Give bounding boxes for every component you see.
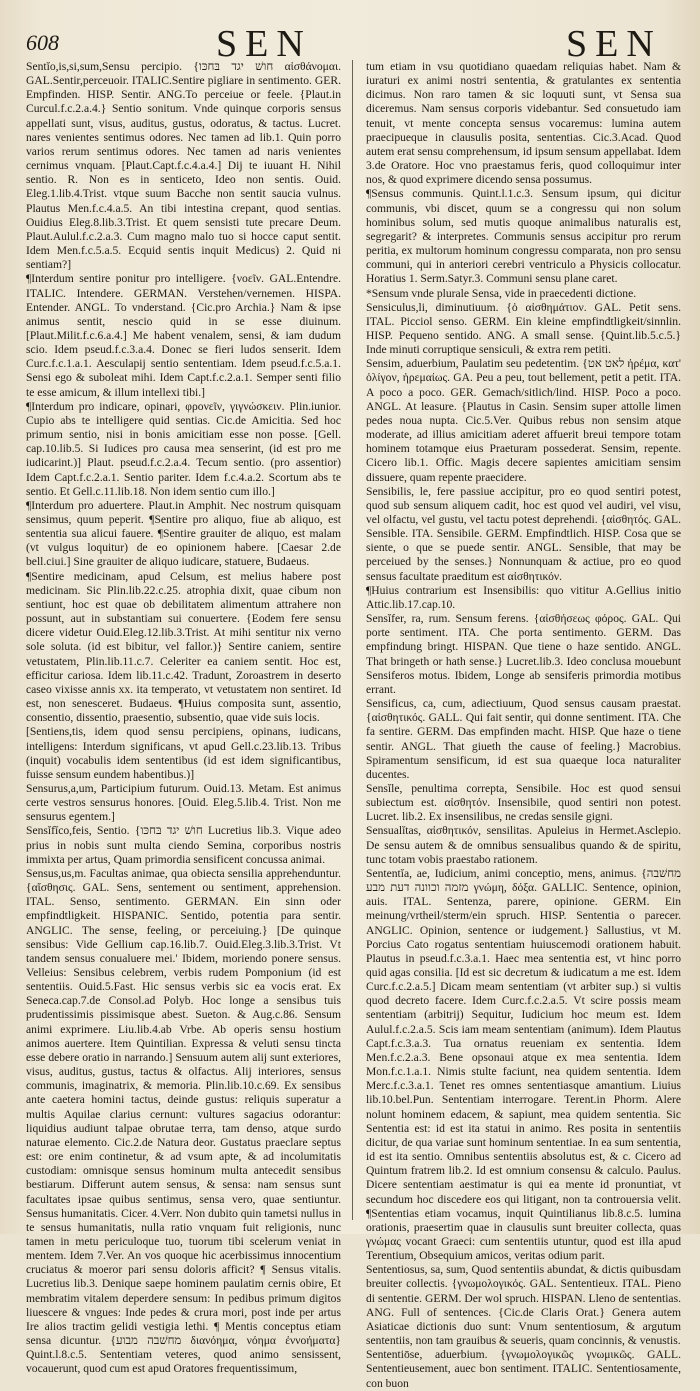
entry-sensile: Sensĭle, penultima correpta, Sensibile. Hoc est quod sensui subiectum est. αἰσθητόν. Insensibile, quod sentiri non potest. Lucret. lib.2. Ex insensilibus, ne credas sensile gigni. xyxy=(366,781,681,824)
entry-sentire-intelligere: ¶Interdum sentire ponitur pro intelligere. {νοεῖν. GAL.Entendre. ITALIC. Intendere. GERMAN. Verstehen/vernemen. HISPA. Entender. ANGL. To vnderstand. {Cic.pro Archia.} Nam & ipse animus sentit, nescio quid in se esse diuinum. [Plaut.Milit.f.c.6.a.4.] Me habent venalem, sensi, & iam dudum scio. Idem pseud.f.c.3.a.4. Donec se fieri ludos senserit. Idem Curc.f.c.1.a.1. Aesculapij sentio sententiam. Idem pseud.f.c.5.a.1. Sensi ego & suboleat mihi. Idem Capt.f.c.2.a.1. Semper senti filio te esse amicum, & illum intellexi tibi.] xyxy=(26,272,341,399)
entry-sentio: Sentĭo,is,si,sum,Sensu percipio. {חושׁ יגד בּחכּו αἰσθάνομαι. GAL.Sentir,perceuoir. ITALIC.Sentire pigliare in sentimento. GER. Empfinden. HISP. Sentir. ANG.To perceiue or feele. {Plaut.in Curcul.f.c.2.a.4.} Sentio sonitum. Vnde quinque corporis sensus appellati sunt, visus, auditus, gustus, odoratus, & tactus. Lucret. nares venientes sentimus odores. Nec tamen ad lib.1. Quin porro varios rerum sentimus odores. Nec tamen ad naris venientes cernimus vnquam. [Plaut.Capt.f.c.4.a.4.] Dij te iuuant H. Nihil sentio. R. Non es in senticeto, Ideo non sentis. Ouid. Eleg.1.lib.4.Trist. vtque suum Bacche non sentit saucia vulnus. Plautus Men.f.c.4.a.5. An tibi intestina crepant, quod sentias. Ouidius Eleg.8.lib.3.Trist. Et quem sensisti tute precare Deum. Plaut.Aulul.f.c.2.a.3. Cum magno malo tuo si hocce caput sentit. Idem Men.f.c.5.a.5. Ecquid sentis inquit Medicus) 2. Quid ni sentiam?] xyxy=(26,60,341,272)
entry-sententia: Sententĭa, ae, Iudicium, animi conceptio, mens, animus. {מחשׁבה מזמה וכוונה דעת מבע γνώμη, δόξα. GALLIC. Sentence, opinion, auis. ITAL. Sentenza, parere, opinione. GERM. Ein meinung/vrtheil/sterm/ein spruch. HISP. Sententia o parecer. ANGLIC. Opinion, sentence or iudgement.} Sallustius, vt M. Porcius Cato rogatus sententiam huiuscemodi orationem habuit. Plautus in pseud.f.c.3.a.1. Haec mea sententia est, vt hinc porro quid agas consilia. [Id est sic decretum & iudicatum a me est. Idem Curc.f.c.2.a.5.] Dicam meam sententiam (vt arbiter sup.) si vultis quod decreto facere. Idem Curc.f.c.2.a.5. Vt scire possis meam sententiam (arbitrij) Sequitur, Iudicium hoc meum est. Idem Aulul.f.c.2.a.5. Scis iam meam sententiam (animum). Idem Plautus Capt.f.c.3.a.3. Tua ornatus reueniam ex sententia. Idem Men.f.c.2.a.3. Bene opsonaui atque ex mea sententia. Idem Mon.f.c.1.a.1. Nimis stulte faciunt, nea quidem sententia. Idem Merc.f.c.3.a.1. Tenet res omnes sententiasque amantium. Liuius lib.10.bel.Pun. Sententiam interrogare. Terent.in Phorm. Alere nolunt hominem edacem, & sapiunt, mea quidem sententia. Sic Sententia est: id est ita statui in animo. Res posita in sententiis dicitur, de qua variae sunt hominum sententiae. In ea sum sententia, id est ita sentio. Omnibus sententiis absolutus est, & c. Cicero ad Quintum fratrem lib.2. Id est omnium consensu & calculo. Paulus. Dicere sententiam aestimatur is qui ea mente id pronuntiat, vt secundum hoc discedere eos qui litigant, non ta controuersia velit. ¶Sententias etiam vocamus, inquit Quintilianus lib.8.c.5. lumina orationis, praesertim quae in clausulis sunt breuiter collecta, quas γνώμας vocant Graeci: cum sententiis utuntur, quod est illa apud Terentium, Obsequium amicos, veritas odium parit. xyxy=(366,866,682,1263)
entry-sententiose: Sententiōse, aduerbium. {γνωμολογικῶς γνωμικῶς. GALL. Sententieusement, auec bon sentiment. ITALIC. Sententiosamente, con buon xyxy=(366,1348,681,1390)
entry-sensifer: Sensĭfer, ra, rum. Sensum ferens. {αἰσθήσεως φόρος. GAL. Qui porte sentiment. ITA. Che porta sentimento. GERM. Das empfindung bringt. HISPAN. Que tiene o haze sentido. ANGL. That bringeth or hath sense.} Lucret.lib.3. Ideo conclusa mouebunt Sensiferos motus. Ibidem, Longe ab sensiferis primordia motibus errant. xyxy=(366,612,681,696)
entry-sensurus: Sensurus,a,um, Participium futurum. Ouid.13. Metam. Est animus certe vestros sensurus honores. [Ouid. Eleg.5.lib.4. Trist. Non me sensurus egentem.] xyxy=(26,781,341,824)
right-column xyxy=(366,60,682,1390)
running-head-right: SEN xyxy=(566,23,662,65)
entry-sensim: Sensim, aduerbium, Paulatim seu pedetentim. {לאט אט ἠρέμα, κατ' ὀλίγον, ἠρεμαίως. GA. Peu a peu, tout bellement, petit a petit. ITA. A poco a poco. GER. Gemach/sitlich/lind. HISP. Poco a poco. ANGL. At leasure. {Plautus in Casin. Sensim super attolle limen pedes noua nupta. Cic.5.Ver. Quibus rebus non sensim atque moderate, ad illius amicitiam aderet affuerit breui tempore totam hominem totamque eius Praeturam possederat. Sensim, repente. Cicero lib.1. Offic. Magis decere sapientes amicitiam sensim dissuere, quam repente praecidere. xyxy=(366,357,682,484)
entry-sentire-aduertere: ¶Interdum pro aduertere. Plaut.in Amphit. Nec nostrum quisquam sensimus, quum peperit. ¶Sentire pro aliquo, fiue ab aliquo, est sententia sua alicui fauere. ¶Sentire grauiter de aliquo, est malam (vt vulgus loquitur) de eo opinionem habere. [Caesar 2.de bell.ciui.] Sine grauiter de aliquo iudicare, statuere, Budaeus. xyxy=(26,498,341,569)
entry-sensus-communis: ¶Sensus communis. Quint.l.1.c.3. Sensum ipsum, qui dicitur communis, vbi discet, quum se a congressu qui non solum hominibus solum, sed mutis quoque animalibus naturalis est, segregarit? & interpretes. Communis sensus accipitur pro rerum peritia, ex multorum hominum congressu comparata, non pro sensu communi, qui in anteriori cerebri ventriculo a Physicis collocatur. Horatius 1. Serm.Satyr.3. Communi sensu plane caret. xyxy=(366,187,681,286)
entry-sensificus: Sensificus, ca, cum, adiectiuum, Quod sensus causam praestat. {αἰσθητικός. GALL. Qui fait sentir, qui donne sentiment. ITA. Che fa sentire. GERM. Das empfinden macht. HISP. Que haze o tiene sentir. ANGL. That giueth the cause of feeling.} Macrobius. Spiramentum sensificum, id est sua quaeque loca naturaliter ducentes. xyxy=(366,697,681,781)
column-divider xyxy=(352,60,353,1220)
entry-sensualitas: Sensualĭtas, αἰσθητικόν, sensilitas. Apuleius in Hermet.Asclepio. De sensu autem & de omnibus sensualibus quando & de spiritu, tunc totam vobis praestabo rationem. xyxy=(366,824,681,866)
entry-sensibilis: Sensibilis, le, fere passiue accipitur, pro eo quod sentiri potest, quod sub sensum aliquem cadit, hoc est quod vel audiri, vel visu, vel olfactu, vel gustu, vel tactu potest deprehendi. {αἰσθητός. GAL. Sensible. ITA. Sensibile. GERM. Empfindtlich. HISP. Cosa que se siente, o que se puede sentir. ANGL. Sensible, that may be perceiued by the senses.} Nonnunquam & actiue, pro eo quod sensus facultate praeditum est αἰσθητικόν. xyxy=(366,484,681,583)
running-head-left: SEN xyxy=(216,23,312,65)
entry-sensus: Sensus,us,m. Facultas animae, qua obiecta sensilia apprehenduntur. {αἴσθησις. GAL. Sens, sentement ou sentiment, apprehension. ITAL. Senso, sentimento. GERMAN. Ein sinn oder empfindtligkeit. HISPANIC. Sentido, potentia para sentir. ANGLIC. The sense, feeling, or perceiuing.} [De quinque sensibus: Vide Gellium cap.16.lib.7. Ouid.Eleg.3.lib.3.Trist. Vt tandem sensus conualuere mei.' Ibidem, moriendo ponere sensus. Velleius: Sensibus celebrem, verbis rudem Pomponium (id est sententiis. Ouid.5.Fast. Hic sensus verbis sic ea vocis erat. Ex Seneca.cap.7.de Consol.ad Polyb. Hoc longe a sensibus tuis prudentissimis pissimisque abest. Sueton. & Aug.c.86. Sensum animi exprimere. Liu.lib.4.ab Vrbe. Ab operis sensu hostium animos auertere. Item Quintilian. Expressa & veluti sensu tincta esse debere oratio in narrando.] Sensuum autem alij sunt exteriores, visus, auditus, gustus, tactus & olfactus. Alij interiores, sensus communis, imaginatrix, & memoria. Plin.lib.10.c.69. Ex sensibus ante caetera homini tactus, deinde gustus: reliquis superatur a multis Aquilae clarius cernunt: vultures sagacius odorantur: liquidius audiunt talpae obrutae terra, tam denso, atque surdo naturae elemento. Cic.2.de Natura deor. Gustatus praeclare septus est: ore enim continetur, & ad vsum apte, & ad incolumitatis custodiam: omnisque sensus hominum multa antecedit sensibus bestiarum. Differunt autem sensus, & sensa: nam sensus sunt facultates ipsae quibus sentimus, sensa vero, quae sentiuntur. Sensus humanitatis. Cicer. 4.Verr. Non dubito quin tametsi nullus in te sensus humanitatis, nulla ratio vnquam fuit religionis, nunc tamen in metu periculoque tuo, tuorum tibi scelerum veniat in mentem. Idem 7.Ver. An vos quoque hic acerbissimus innocentium cruciatus & moeror pari sensu doloris afficit? ¶ Sensus vitalis. Lucretius lib.3. Denique saepe hominem paulatim cernis obire, Et membratim vitalem deperdere sensum: In pedibus primum digitos liuescere & vngues: Inde pedes & crura mori, post inde per artus Ire alios tractim gelidi vestigia lethi. ¶ Mentis conceptus etiam sensa dicuntur. {מחשׁבה מבוע διανόημα, νόημα ἐννοήματα} Quint.l.8.c.5. Sententiam veteres, quod animo sensissent, vocauerunt, quod cum est apud Oratores frequentissimum, xyxy=(26,866,341,1376)
entry-continuation: tum etiam in vsu quotidiano quaedam reliquias habet. Nam & iuraturi ex animi nostri sententia, & gratulantes ex sententia dicimus. Non raro tamen & sic loquuti sunt, vt Sensa sua diceremus. Nam sensus corporis videbantur. Sed consuetudo iam tenuit, vt mente concepta sensus vocaremus: lumina autem praecipueque in clausulis posita, sententias. Cic.3.Acad. Quod autem erat sensu comprehensum, id ipsum sensum appellabat. Idem 3.de Oratore. Hoc vno praestamus feris, quod colloquimur inter nos, & quod exprimere dicendo sensa possumus. xyxy=(366,60,681,187)
entry-sentiens: [Sentiens,tis, idem quod sensu percipiens, opinans, iudicans, intelligens: Interdum significans, vt apud Gell.c.23.lib.13. Tribus (inquit) vocabulis idem sententibus (id est idem significantibus, fuisse sensum eundem habentibus.)] xyxy=(26,725,341,781)
entry-sententiosus: Sententiosus, sa, sum, Quod sententiis abundat, & dictis quibusdam breuiter collectis. {γνωμολογικός. GAL. Sententieux. ITAL. Pieno di sententie. GERM. Der wol spruch. HISPAN. Lleno de sententias. ANG. Full of sentences. {Cic.de Claris Orat.} Genera autem Asiaticae dictionis duo sunt: Vnum sententiosum, & argutum sententiis, non tam grauibus & seueris, quam concinnis, & venustis. xyxy=(366,1263,681,1348)
entry-sensiculus: Sensiculus,li, diminutiuum. {ὁ αἰσθημάτιον. GAL. Petit sens. ITAL. Picciol senso. GERM. Ein kleine empfindtligkeit/sinnlin. HISP. Pequeno sentido. ANG. A small sense. {Quint.lib.5.c.5.} Inde minuti corruptique sensiculi, & extra rem petiti. xyxy=(366,300,681,357)
entry-sentire-medicinam: ¶Sentire medicinam, apud Celsum, est melius habere post medicinam. Sic Plin.lib.22.c.25. atrophia dixit, quae cibum non sentiunt, hoc est quae ob debilitatem alimentum attrahere non possunt, aut in substantiam sui conuertere. {Eodem fere sensu dicere videtur Ouid.Eleg.12.lib.3.Trist. At mihi sentitur nix verno sole soluta. (id est bibitur, vel fallor.)} Sentire caniem, sentire vetustatem, Plin.lib.11.c.7. Celeriter ea caniem sentit. Hoc est, efficitur cariosa. Idem lib.11.c.42. Tradunt, Zoroastrem in deserto caseo vixisse annis xx. ita temperato, vt vetustatem non sentiret. Id est, non senesceret. Budaeus. ¶Huius composita sunt, assentio, consentio, dissentio, praesentio, subsentio, quae vide suis locis. xyxy=(26,569,341,725)
left-column xyxy=(26,60,342,1376)
entry-insensibilis: ¶Huius contrarium est Insensibilis: quo vititur A.Gellius initio Attic.lib.17.cap.10. xyxy=(366,583,681,611)
entry-sentire-indicare: ¶Interdum pro indicare, opinari, φρονεῖν, γιγνώσκειν. Plin.iunior. Cupio abs te intelligere quid sentias. Cic.de Amicitia. Sed hoc primum sentio, nisi in bonis amicitiam esse non posse. [Gell. cap.10.lib.5. Si Iudices pro causa mea senserint, (id est pro me iudicarint.)] Plaut. pseud.f.c.2.a.4. Tecum sentio. (pro assentior) Idem Capt.f.c.2.a.1. Sentio pariter. Idem f.c.4.a.2. Scortum abs te sentio. Et Gell.c.11.lib.18. Non idem sentio cum illo.] xyxy=(26,399,341,498)
text-columns xyxy=(26,60,682,1390)
entry-sensifico: Sensĭfĭco,feis, Sentio. {חושׁ יגד בּחכּו Lucretius lib.3. Vique adeo prius in nobis sunt multa ciendo Semina, corporibus nostris immixta per artus, Quam primordia sensificent concussa animai. xyxy=(26,824,342,866)
page-header xyxy=(26,16,674,65)
page-number: 608 xyxy=(26,30,59,55)
entry-sensum-note: *Sensum vnde plurale Sensa, vide in praecedenti dictione. xyxy=(366,286,637,300)
